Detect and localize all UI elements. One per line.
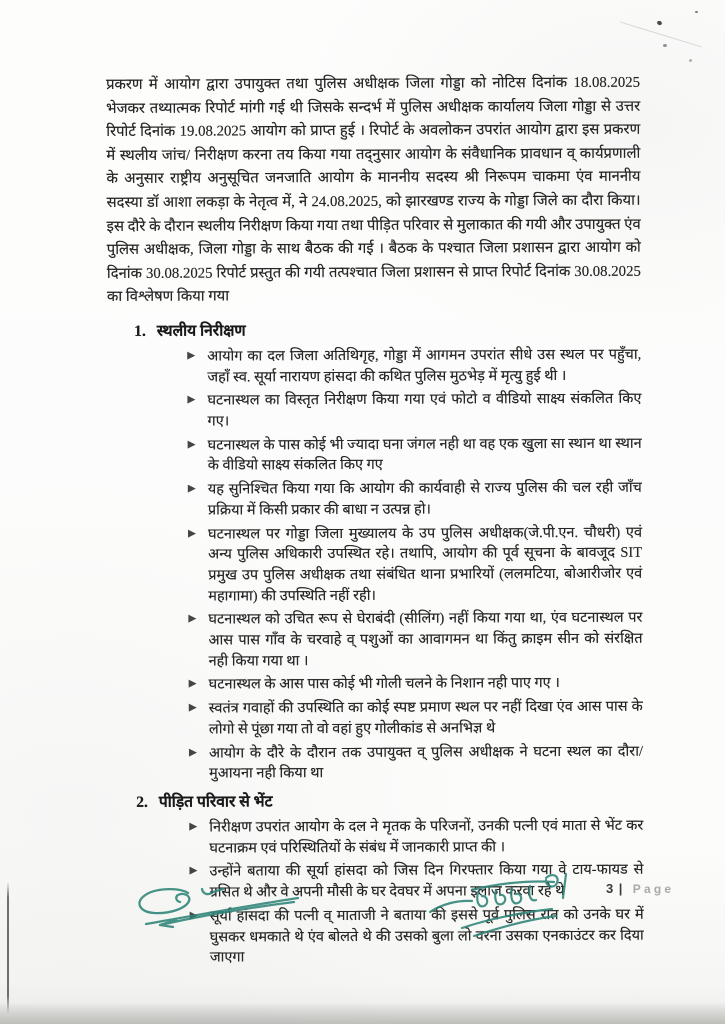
arrow-bullet-icon: [187, 352, 195, 360]
page-number-label: Page: [632, 882, 675, 896]
arrow-bullet-icon: [187, 396, 195, 404]
bullet-text: यह सुनिश्चित किया गया कि आयोग की कार्यवाही से राज्य पुलिस की चल रही जाँच प्रक्रिया में किसी प्रकार की बाधा न उत्पन्न हो।: [207, 479, 642, 519]
arrow-bullet-icon: [189, 704, 197, 712]
arrow-bullet-icon: [188, 485, 196, 493]
page-number: [606, 880, 674, 898]
page-number-value: 3: [606, 881, 615, 896]
bullet-text: आयोग का दल जिला अतिथिगृह, गोड्डा में आगमन उपरांत सीधे उस स्थल पर पहुँचा, जहाँ स्व. सूर्या नारायण हांसदा की कथित पुलिस मुठभेड़ में मृत्यु हुई थी ।: [207, 346, 642, 386]
bullet-item: [187, 433, 642, 476]
arrow-bullet-icon: [189, 867, 197, 875]
arrow-bullet-icon: [188, 529, 196, 537]
dirt-speck: [695, 11, 698, 13]
bullet-item: [188, 741, 643, 784]
document-content: [106, 72, 644, 972]
bullet-item: [187, 522, 642, 607]
bullet-text: निरीक्षण उपरांत आयोग के दल ने मृतक के परिजनों, उनकी पत्नी एवं माता से भेंट कर घटनाक्रम एवं परिस्थितियों के संबंध में जानकारी प्राप्त की ।: [209, 817, 644, 857]
bullet-item: [188, 816, 643, 859]
bullet-item: [187, 608, 642, 672]
bullet-text: घटनास्थल के आस पास कोई भी गोली चलने के निशान नही पाए गए ।: [208, 675, 560, 694]
scan-scratch: [620, 21, 703, 47]
bullet-item: [188, 673, 643, 696]
intro-paragraph: प्रकरण में आयोग द्वारा उपायुक्त तथा पुलिस अधीक्षक जिला गोड्डा को नोटिस दिनांक 18.08.2025 भेजकर तथ्यात्मक रिपोर्ट मांगी गई थी जिसके सन्दर्भ में पुलिस अधीक्षक कार्यालय जिला गोड्डा से उत्तर रिपोर्ट दिनांक 19.08.2025 आयोग को प्राप्त हुई । रिपोर्ट के अवलोकन उपरांत आयोग द्वारा इस प्रकरण में स्थलीय जांच/ निरीक्षण करना तय किया गया तद्नुसार आयोग के संवैधानिक प्रावधान व् कार्यप्रणाली के अनुसार राष्ट्रीय अनुसूचित जनजाति आयोग के माननीय सदस्य श्री निरूपम चाकमा एंव माननीय सदस्या डॉ आशा लकड़ा के नेतृत्व में, ने 24.08.2025, को झारखण्ड राज्य के गोड्डा जिले का दौरा किया। इस दौरे के दौरान स्थलीय निरीक्षण किया गया तथा पीड़ित परिवार से मुलाकात की गयी और उपायुक्त एंव पुलिस अधीक्षक, जिला गोड्डा के साथ बैठक की गई । बैठक के पश्चात जिला प्रशासन द्वारा आयोग को दिनांक 30.08.2025 रिपोर्ट प्रस्तुत की गयी तत्पश्चात जिला प्रशासन से प्राप्त रिपोर्ट दिनांक 30.08.2025 का विश्लेषण किया गया: [106, 74, 641, 306]
bullet-text: घटनास्थल का विस्तृत निरीक्षण किया गया एवं फोटो व वीडियो साक्ष्य संकलित किए गए।: [207, 391, 642, 430]
bullet-item: [188, 697, 643, 740]
section-number: 1.: [134, 322, 146, 340]
section-heading: [136, 788, 643, 812]
bullet-item: [186, 389, 641, 432]
bullet-text: स्वतंत्र गवाहों की उपस्थिति का कोई स्पष्ट प्रमाण स्थल पर नहीं दिखा एंव आस पास के लोगो से पूंछा गया तो वो वहां हुए गोलीकांड से अनभिज्ञ थे: [208, 698, 643, 738]
signature-right: [426, 866, 601, 956]
section-title-text: पीड़ित परिवार से भेंट: [158, 793, 273, 811]
arrow-bullet-icon: [189, 748, 197, 756]
bullet-text: घटनास्थल को उचित रूप से घेराबंदी (सीलिंग) नहीं किया गया था, एंव घटनास्थल पर आस पास गाँव के चरवाहे व् पशुओं का आवागमन था किंतु क्राइम सीन को संरक्षित नही किया गया था ।: [208, 610, 643, 670]
page-number-separator: |: [618, 881, 624, 896]
dirt-speck: [656, 20, 662, 26]
bullet-text: घटनास्थल के पास कोई भी ज्यादा घना जंगल नही था वह एक खुला सा स्थान था स्थान के वीडियो साक्ष्य संकलित किए गए: [207, 435, 642, 475]
dirt-speck: [689, 59, 692, 62]
scan-bottom-shadow: [0, 1002, 725, 1024]
arrow-bullet-icon: [188, 440, 196, 448]
arrow-bullet-icon: [189, 680, 197, 688]
bullet-text: आयोग के दौरे के दौरान तक उपायुक्त व् पुलिस अधीक्षक ने घटना स्थल का दौरा/ मुआयना नही किया था: [208, 743, 643, 782]
signature-left: [126, 876, 311, 936]
section-heading: [134, 317, 641, 341]
bullet-item: [187, 478, 642, 521]
scan-edge-shadow: [7, 882, 9, 1014]
arrow-bullet-icon: [188, 615, 196, 623]
bullet-list: [134, 345, 643, 785]
dirt-speck: [663, 44, 667, 47]
bullet-text: सूर्या हांसदा की पत्नी व् माताजी ने बताया की इससे पूर्व पुलिस रात को उनके घर में घुसकर धमकाते थे एंव बोलते थे की उसको बुला लो वरना उसका एनकाउंटर कर दिया जाएगा: [209, 906, 644, 966]
bullet-text: घटनास्थल पर गोड्डा जिला मुख्यालय के उप पुलिस अधीक्षक(जे.पी.एन. चौधरी) एवं अन्य पुलिस अधिकारी उपस्थित रहे। तथापि, आयोग की पूर्व सूचना के बावजूद SIT प्रमुख उप पुलिस अधीक्षक तथा संबंधित थाना प्रभारियों (ललमटिया, बोआरीजोर एवं महागामा) की उपस्थिति नहीं रही।: [207, 524, 643, 605]
arrow-bullet-icon: [189, 823, 197, 831]
section-1: [134, 317, 643, 785]
section-title-text: स्थलीय निरीक्षण: [156, 322, 246, 340]
section-number: 2.: [136, 793, 148, 811]
bullet-item: [186, 345, 641, 388]
bullet-text: उन्होंने बताया की सूर्या हांसदा को जिस दिन गिरफ्तार किया गया वे टाय-फायड से ग्रसित थे और वे अपनी मौसी के घर देवघर में अपना इलाज करवा रहे थे: [209, 862, 644, 901]
